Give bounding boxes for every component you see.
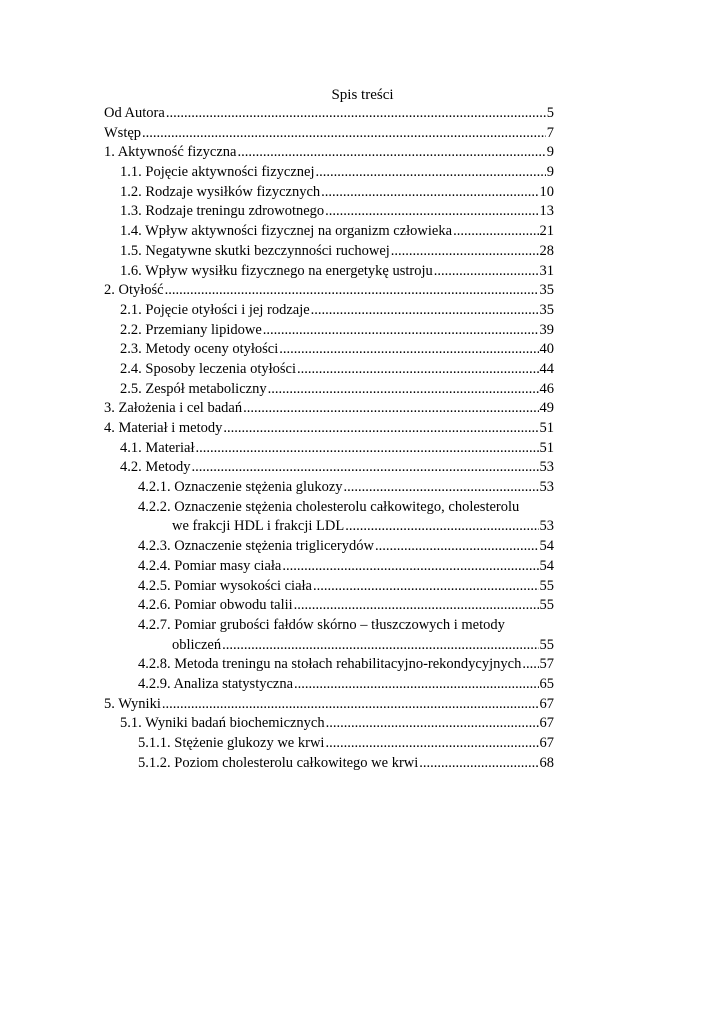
toc-entry-label-continued: obliczeń [172,636,222,653]
toc-entry-label: 1.1. Pojęcie aktywności fizycznej [120,164,315,181]
toc-leader-dots [344,478,539,498]
toc-entry-label: 4.2.9. Analiza statystyczna [138,676,294,692]
toc-entry[interactable] [138,557,554,577]
toc-entry-label: 5.1. Wyniki badań biochemicznych [120,715,325,732]
toc-entry-label: 1.6. Wpływ wysiłku fizycznego na energetykę ustroju [120,262,433,279]
toc-entry[interactable] [138,655,554,675]
toc-entry-page: 55 [539,636,554,653]
toc-leader-dots [522,655,538,675]
toc-leader-dots [315,163,545,183]
toc-entry-page: 51 [539,439,554,456]
toc-leader-dots [321,183,538,203]
toc-entry[interactable] [138,537,554,557]
toc-entry[interactable] [138,596,554,616]
toc-entry-label: 4.2.5. Pomiar wysokości ciała [138,577,312,594]
toc-entry[interactable] [120,321,554,341]
toc-entry-page: 53 [539,518,554,535]
toc-leader-dots [453,222,538,242]
toc-entry-page: 54 [539,557,554,574]
toc-entry-label: Wstęp [104,124,142,141]
table-of-contents [104,104,554,773]
toc-entry-page: 13 [539,203,554,220]
toc-entry[interactable] [120,262,554,282]
toc-leader-dots [391,242,539,262]
toc-entry[interactable] [138,675,554,695]
toc-entry[interactable] [120,380,554,400]
toc-entry-page: 46 [539,380,554,397]
toc-leader-dots [263,321,539,341]
toc-entry-page: 44 [539,360,554,377]
toc-entry-label: 1.3. Rodzaje treningu zdrowotnego [120,203,325,220]
toc-entry-label: 1. Aktywność fizyczna [104,144,237,161]
toc-entry-page: 5 [546,105,554,121]
toc-entry-page: 53 [539,479,554,496]
toc-entry-label: 1.5. Negatywne skutki bezczynności ruchowej [120,242,390,259]
toc-entry-label: 4.2.4. Pomiar masy ciała [138,557,282,574]
toc-entry[interactable] [120,242,554,262]
toc-entry-page: 67 [539,695,554,712]
toc-leader-dots [297,360,539,380]
toc-entry-label: 5.1.2. Poziom cholesterolu całkowitego we krwi [138,754,419,771]
toc-entry-label: Od Autora [104,105,165,121]
toc-leader-dots [279,340,538,360]
toc-entry-label: 4.2. Metody [120,459,191,476]
toc-leader-dots [223,419,538,439]
toc-leader-dots [162,695,539,715]
toc-entry[interactable] [120,301,554,321]
toc-leader-dots [375,537,539,557]
toc-entry-label: 4.2.8. Metoda treningu na stołach rehabilitacyjno-rekondycyjnych [138,656,522,673]
toc-entry-page: 65 [539,676,554,692]
toc-leader-dots [166,104,546,124]
toc-entry-label: 4.2.6. Pomiar obwodu talii [138,597,293,614]
toc-leader-dots [419,754,538,774]
toc-leader-dots [268,380,539,400]
toc-entry-page: 21 [539,223,554,240]
toc-leader-dots [294,596,539,616]
toc-entry-page: 55 [539,597,554,614]
toc-entry-label: 2. Otyłość [104,282,164,299]
toc-entry[interactable] [138,498,554,537]
toc-leader-dots [294,675,538,695]
toc-entry-page: 40 [539,341,554,358]
toc-entry[interactable] [120,163,554,183]
toc-entry-label: 2.2. Przemiany lipidowe [120,321,262,338]
toc-entry-label: 4.1. Materiał [120,439,195,456]
toc-entry[interactable] [104,419,554,439]
toc-leader-dots [326,714,539,734]
toc-leader-dots [165,281,539,301]
toc-entry-page: 9 [546,164,554,181]
toc-leader-dots [434,262,539,282]
toc-leader-dots [325,734,538,754]
toc-entry[interactable] [120,360,554,380]
toc-entry-label: 4.2.3. Oznaczenie stężenia triglicerydów [138,538,374,555]
toc-entry-page: 49 [539,400,554,417]
toc-entry[interactable] [138,478,554,498]
toc-entry-page: 54 [539,538,554,555]
toc-entry-label: 5. Wyniki [104,695,161,712]
toc-entry-label: 5.1.1. Stężenie glukozy we krwi [138,735,325,752]
toc-leader-dots [142,124,546,144]
toc-entry-label: 2.4. Sposoby leczenia otyłości [120,360,296,377]
toc-entry-label: 2.3. Metody oceny otyłości [120,341,279,358]
toc-entry-label: 1.4. Wpływ aktywności fizycznej na organizm człowieka [120,223,453,240]
toc-leader-dots [282,557,538,577]
toc-entry-page: 39 [539,321,554,338]
toc-entry-label: 4. Materiał i metody [104,420,223,436]
toc-entry-label: 4.2.7. Pomiar grubości fałdów skórno – tłuszczowych i metody [138,616,505,633]
toc-entry[interactable] [138,734,554,754]
toc-entry-label-continued: we frakcji HDL i frakcji LDL [172,518,345,535]
toc-entry-page: 35 [539,301,554,318]
toc-entry-page: 10 [539,183,554,200]
toc-entry[interactable] [104,124,554,144]
toc-entry[interactable] [104,143,554,163]
toc-entry[interactable] [138,577,554,597]
toc-entry[interactable] [138,754,554,774]
toc-entry[interactable] [120,714,554,734]
toc-entry[interactable] [120,183,554,203]
toc-entry-page: 68 [539,754,554,771]
toc-entry-label: 2.5. Zespół metaboliczny [120,380,267,397]
toc-leader-dots [191,458,538,478]
toc-entry[interactable] [138,616,554,655]
toc-leader-dots [311,301,539,321]
toc-entry-label: 4.2.2. Oznaczenie stężenia cholesterolu całkowitego, cholesterolu [138,498,520,515]
toc-entry-page: 35 [539,282,554,299]
toc-entry-label: 2.1. Pojęcie otyłości i jej rodzaje [120,301,310,318]
toc-entry-page: 9 [546,144,554,161]
toc-entry[interactable] [120,202,554,222]
toc-entry-page: 7 [546,124,554,141]
toc-entry[interactable] [120,439,554,459]
toc-entry-page: 51 [539,420,554,436]
toc-leader-dots [313,577,539,597]
toc-entry-page: 55 [539,577,554,594]
toc-entry[interactable] [104,281,554,301]
toc-entry-label: 4.2.1. Oznaczenie stężenia glukozy [138,479,343,496]
toc-leader-dots [237,143,545,163]
toc-leader-dots [325,202,538,222]
toc-entry-page: 28 [539,242,554,259]
toc-entry-label: 3. Założenia i cel badań [104,400,243,417]
toc-entry-label: 1.2. Rodzaje wysiłków fizycznych [120,183,321,200]
toc-entry[interactable] [120,222,554,242]
toc-leader-dots [196,439,539,459]
toc-entry-page: 67 [539,735,554,752]
toc-leader-dots [243,399,538,419]
toc-entry-page: 67 [539,715,554,732]
toc-entry[interactable] [104,104,554,124]
toc-entry[interactable] [120,340,554,360]
toc-entry-page: 31 [539,262,554,279]
toc-leader-dots [222,636,538,656]
toc-entry[interactable] [120,458,554,478]
toc-entry-page: 57 [539,656,554,673]
toc-entry-page: 53 [539,459,554,476]
toc-entry[interactable] [104,399,554,419]
toc-leader-dots [345,517,538,537]
toc-entry[interactable] [104,695,554,715]
toc-title: Spis treści [331,87,394,103]
